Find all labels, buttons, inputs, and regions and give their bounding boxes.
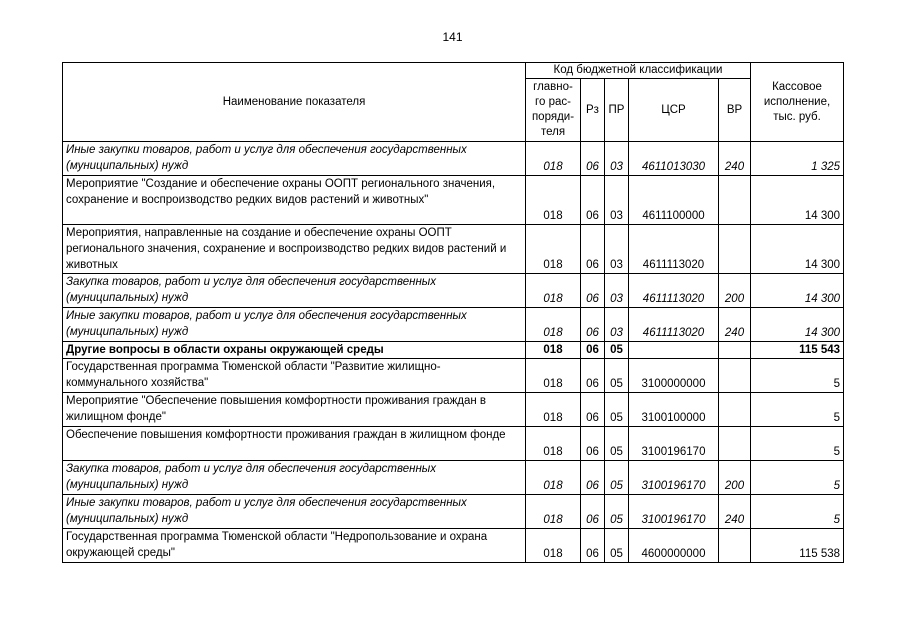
cell-name: Мероприятие "Создание и обеспечение охраны ООПТ регионального значения, сохранение и воспроизводство редких видов растений и животных": [63, 176, 526, 225]
cell-glava: 018: [526, 461, 581, 495]
cell-amount: 115 538: [751, 529, 844, 563]
cell-csr: 3100100000: [629, 393, 719, 427]
header-budget-code: Код бюджетной классификации: [526, 63, 751, 79]
cell-amount: 14 300: [751, 274, 844, 308]
header-glava: главно-го рас-поряди-теля: [526, 79, 581, 142]
header-rz: Рз: [581, 79, 605, 142]
cell-pr: 03: [605, 176, 629, 225]
cell-vr: [719, 176, 751, 225]
cell-name: Обеспечение повышения комфортности проживания граждан в жилищном фонде: [63, 427, 526, 461]
cell-name: Иные закупки товаров, работ и услуг для обеспечения государственных (муниципальных) нужд: [63, 308, 526, 342]
table-row: [63, 359, 844, 393]
cell-rz: 06: [581, 495, 605, 529]
cell-rz: 06: [581, 142, 605, 176]
cell-vr: 240: [719, 308, 751, 342]
cell-amount: 5: [751, 495, 844, 529]
cell-rz: 06: [581, 274, 605, 308]
cell-vr: 240: [719, 142, 751, 176]
cell-vr: 200: [719, 461, 751, 495]
table-row: [63, 176, 844, 225]
cell-rz: 06: [581, 427, 605, 461]
header-name: Наименование показателя: [63, 63, 526, 142]
table-row: [63, 142, 844, 176]
cell-rz: 06: [581, 461, 605, 495]
cell-pr: 05: [605, 342, 629, 359]
cell-csr: 4611113020: [629, 225, 719, 274]
cell-glava: 018: [526, 342, 581, 359]
cell-name: Иные закупки товаров, работ и услуг для обеспечения государственных (муниципальных) нужд: [63, 495, 526, 529]
table-row: [63, 427, 844, 461]
cell-amount: 5: [751, 393, 844, 427]
header-amount: Кассовое исполнение, тыс. руб.: [751, 63, 844, 142]
header-pr: ПР: [605, 79, 629, 142]
table-row: [63, 529, 844, 563]
cell-name: Мероприятия, направленные на создание и обеспечение охраны ООПТ регионального значения, сохранение и воспроизводство редких видов растений и животных: [63, 225, 526, 274]
header-vr: ВР: [719, 79, 751, 142]
table-row: [63, 461, 844, 495]
cell-rz: 06: [581, 359, 605, 393]
cell-pr: 03: [605, 142, 629, 176]
cell-csr: 4611113020: [629, 274, 719, 308]
cell-pr: 05: [605, 495, 629, 529]
cell-vr: [719, 225, 751, 274]
cell-amount: 14 300: [751, 225, 844, 274]
cell-csr: 3100000000: [629, 359, 719, 393]
cell-csr: 3100196170: [629, 495, 719, 529]
cell-amount: 115 543: [751, 342, 844, 359]
cell-pr: 03: [605, 308, 629, 342]
cell-csr: 4611013030: [629, 142, 719, 176]
table-row: [63, 393, 844, 427]
cell-vr: [719, 359, 751, 393]
cell-name: Мероприятие "Обеспечение повышения комфортности проживания граждан в жилищном фонде": [63, 393, 526, 427]
cell-glava: 018: [526, 308, 581, 342]
cell-amount: 14 300: [751, 176, 844, 225]
cell-rz: 06: [581, 308, 605, 342]
cell-vr: [719, 342, 751, 359]
cell-pr: 05: [605, 427, 629, 461]
cell-glava: 018: [526, 225, 581, 274]
cell-name: Закупка товаров, работ и услуг для обеспечения государственных (муниципальных) нужд: [63, 274, 526, 308]
cell-glava: 018: [526, 142, 581, 176]
cell-rz: 06: [581, 342, 605, 359]
cell-pr: 05: [605, 529, 629, 563]
cell-pr: 05: [605, 461, 629, 495]
cell-vr: [719, 393, 751, 427]
budget-table: [62, 62, 844, 563]
cell-glava: 018: [526, 176, 581, 225]
table-row: [63, 274, 844, 308]
cell-glava: 018: [526, 495, 581, 529]
cell-amount: 1 325: [751, 142, 844, 176]
header-csr: ЦСР: [629, 79, 719, 142]
cell-csr: 3100196170: [629, 461, 719, 495]
table-row: [63, 308, 844, 342]
cell-name: Государственная программа Тюменской области "Недропользование и охрана окружающей среды": [63, 529, 526, 563]
cell-amount: 5: [751, 427, 844, 461]
page-number: 141: [442, 30, 463, 44]
cell-rz: 06: [581, 176, 605, 225]
cell-pr: 03: [605, 225, 629, 274]
table-row: [63, 495, 844, 529]
cell-rz: 06: [581, 225, 605, 274]
cell-glava: 018: [526, 359, 581, 393]
cell-rz: 06: [581, 393, 605, 427]
cell-csr: 4611113020: [629, 308, 719, 342]
cell-amount: 14 300: [751, 308, 844, 342]
cell-csr: 4600000000: [629, 529, 719, 563]
table-body: [63, 142, 844, 563]
cell-amount: 5: [751, 359, 844, 393]
cell-name: Иные закупки товаров, работ и услуг для обеспечения государственных (муниципальных) нужд: [63, 142, 526, 176]
cell-amount: 5: [751, 461, 844, 495]
cell-name: Государственная программа Тюменской области "Развитие жилищно-коммунального хозяйства": [63, 359, 526, 393]
cell-pr: 05: [605, 393, 629, 427]
table-row: [63, 342, 844, 359]
cell-vr: [719, 529, 751, 563]
cell-csr: 3100196170: [629, 427, 719, 461]
cell-csr: 4611100000: [629, 176, 719, 225]
cell-glava: 018: [526, 393, 581, 427]
cell-pr: 05: [605, 359, 629, 393]
cell-name: Другие вопросы в области охраны окружающей среды: [63, 342, 526, 359]
cell-name: Закупка товаров, работ и услуг для обеспечения государственных (муниципальных) нужд: [63, 461, 526, 495]
cell-vr: [719, 427, 751, 461]
cell-glava: 018: [526, 427, 581, 461]
cell-vr: 240: [719, 495, 751, 529]
cell-vr: 200: [719, 274, 751, 308]
cell-glava: 018: [526, 274, 581, 308]
cell-pr: 03: [605, 274, 629, 308]
table-row: [63, 225, 844, 274]
cell-csr: [629, 342, 719, 359]
cell-rz: 06: [581, 529, 605, 563]
cell-glava: 018: [526, 529, 581, 563]
